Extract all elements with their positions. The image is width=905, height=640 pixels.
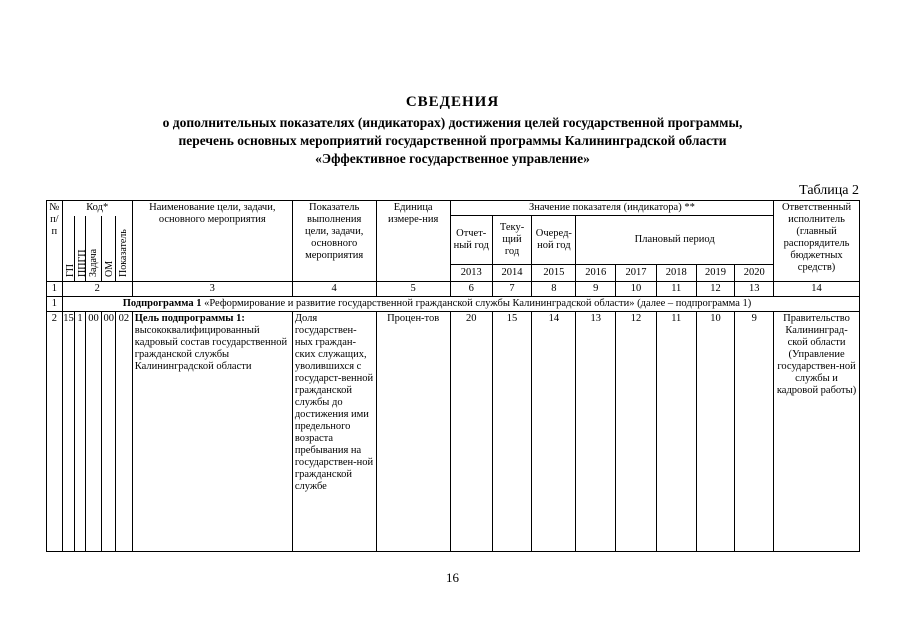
value-cell: 12: [616, 312, 657, 552]
header-next-year: Очеред-ной год: [532, 216, 576, 265]
column-number-row: [47, 282, 860, 297]
column-number: 12: [696, 282, 735, 297]
document-title: СВЕДЕНИЯ: [405, 94, 500, 110]
year-cell: 2016: [576, 265, 616, 282]
table-row: [47, 312, 860, 552]
column-number: 2: [62, 282, 132, 297]
header-code-gp: ГП: [62, 216, 75, 282]
header-num: № п/п: [47, 201, 63, 282]
year-cell: 2018: [656, 265, 696, 282]
value-cell: 14: [532, 312, 576, 552]
subtitle-line-1: о дополнительных показателях (индикаторах) достижения целей государственной программы,: [162, 115, 743, 130]
header-report-year: Отчет-ный год: [450, 216, 492, 265]
column-number: 5: [376, 282, 450, 297]
row-num: 2: [47, 312, 63, 552]
subprogram-row: [47, 297, 860, 312]
column-number: 10: [616, 282, 657, 297]
indicator-cell: Доля государствен-ных граждан-ских служащих, уволившихся с государст-венной гражданской службы до достижения ими предельного возраста пребывания на государствен-ной гражданской службе: [292, 312, 376, 552]
header-row-1: [47, 201, 860, 216]
header-executor: Ответственный исполнитель (главный распорядитель бюджетных средств): [774, 201, 860, 282]
value-cell: 20: [450, 312, 492, 552]
value-cell: 11: [656, 312, 696, 552]
value-cell: 13: [576, 312, 616, 552]
code-gp: 15: [62, 312, 75, 552]
goal-cell: [132, 312, 292, 552]
executor-cell: Правительство Калининград-ской области (Управление государствен-ной службы и кадровой работы): [774, 312, 860, 552]
page-number: 16: [446, 570, 459, 585]
code-ppgp: 1: [75, 312, 85, 552]
subprogram-title: [62, 297, 859, 312]
header-code: Код*: [62, 201, 132, 216]
header-name: Наименование цели, задачи, основного мероприятия: [132, 201, 292, 282]
unit-cell: Процен-тов: [376, 312, 450, 552]
year-cell: 2020: [735, 265, 774, 282]
column-number: 8: [532, 282, 576, 297]
column-number: 9: [576, 282, 616, 297]
header-current-year: Теку-щий год: [492, 216, 532, 265]
table-label: Таблица 2: [799, 183, 859, 198]
code-om: 00: [102, 312, 116, 552]
goal-label: Цель подпрограммы 1:: [134, 313, 245, 324]
subprogram-label: Подпрограмма 1: [122, 298, 202, 309]
subtitle-line-3: «Эффективное государственное управление»: [315, 151, 590, 166]
subprogram-num: 1: [47, 297, 63, 312]
column-number: 4: [292, 282, 376, 297]
header-code-om: ОМ: [102, 216, 116, 282]
column-number: 6: [450, 282, 492, 297]
column-number: 14: [774, 282, 860, 297]
year-cell: 2017: [616, 265, 657, 282]
column-number: 11: [656, 282, 696, 297]
column-number: 7: [492, 282, 532, 297]
subprogram-text: «Реформирование и развитие государственной гражданской службы Калининградской области» (далее – подпрограмма 1): [201, 298, 752, 309]
header-value: Значение показателя (индикатора) **: [450, 201, 773, 216]
value-cell: 10: [696, 312, 735, 552]
year-cell: 2013: [450, 265, 492, 282]
header-planned-period: Плановый период: [576, 216, 774, 265]
code-indicator: 02: [116, 312, 133, 552]
header-code-ppgp: ППГП: [75, 216, 85, 282]
indicators-table: [46, 200, 860, 552]
year-cell: 2015: [532, 265, 576, 282]
value-cell: 9: [735, 312, 774, 552]
column-number: 13: [735, 282, 774, 297]
value-cell: 15: [492, 312, 532, 552]
column-number: 1: [47, 282, 63, 297]
header-unit: Единица измере-ния: [376, 201, 450, 282]
header-code-indicator: Показатель: [116, 216, 133, 282]
header-indicator: Показатель выполнения цели, задачи, основного мероприятия: [292, 201, 376, 282]
column-number: 3: [132, 282, 292, 297]
subtitle-line-2: перечень основных мероприятий государственной программы Калининградской области: [178, 133, 727, 148]
code-task: 00: [85, 312, 102, 552]
goal-text: высококвалифицированный кадровый состав государственной гражданской службы Калининградской области: [134, 325, 288, 372]
year-cell: 2014: [492, 265, 532, 282]
year-cell: 2019: [696, 265, 735, 282]
header-code-task: Задача: [85, 216, 102, 282]
